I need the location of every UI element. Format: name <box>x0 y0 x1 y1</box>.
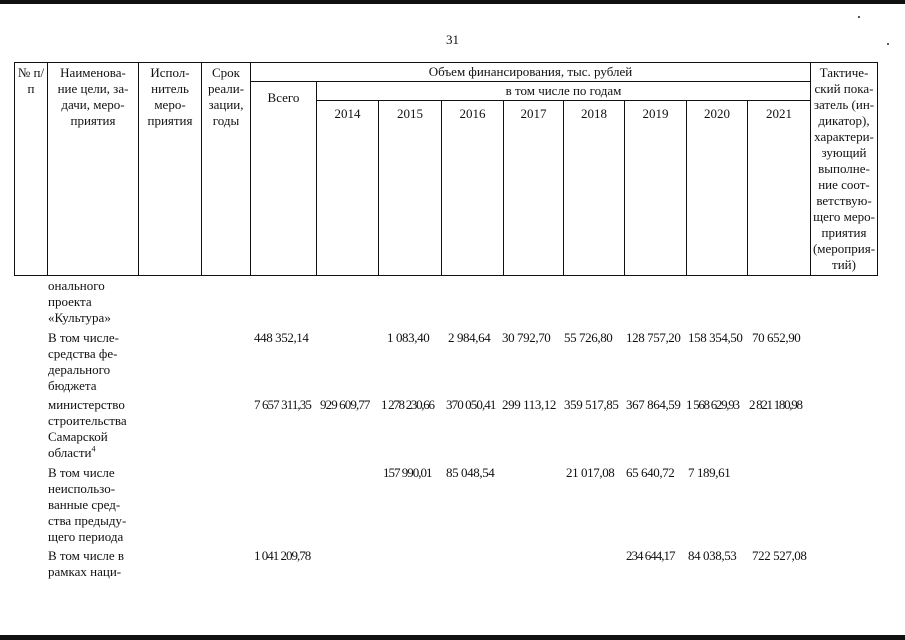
header-col-name: Наименова- ние цели, за- дачи, меро- приятия <box>57 65 129 128</box>
header-indicator: Тактиче- ский пока- затель (ин- дикатор), характери- зующий выполне- ние соот- ветствую- щего меро- приятия (мероприя- тий) <box>812 65 876 272</box>
header-col-executor: Испол- нитель меро- приятия <box>147 65 193 128</box>
scan-speck <box>858 16 860 18</box>
row-value: 299 113,12 <box>502 397 557 412</box>
scan-speck <box>887 43 889 45</box>
header-year: 2020 <box>704 106 730 121</box>
row-total: 7 657 311,35 <box>254 397 311 412</box>
row-total: 1 041 209,78 <box>254 548 311 563</box>
row-value: 55 726,80 <box>564 330 613 345</box>
header-year: 2019 <box>642 106 669 121</box>
row-value: 722 527,08 <box>752 548 807 563</box>
scan-border-top <box>0 0 905 4</box>
row-total: 448 352,14 <box>254 330 309 345</box>
header-col-number: № п/п <box>17 65 45 96</box>
row-value: 85 048,54 <box>446 465 495 480</box>
row-value: 2 821 180,98 <box>749 397 802 412</box>
row-value: 30 792,70 <box>502 330 551 345</box>
row-value: 84 038,53 <box>688 548 737 563</box>
row-value: 2 984,64 <box>448 330 491 345</box>
row-label: В том числе- средства фе- дерального бюджета <box>48 330 120 393</box>
header-year: 2016 <box>459 106 486 121</box>
row-label: онального проекта «Культура» <box>48 278 111 325</box>
footnote-mark: 4 <box>91 444 96 454</box>
row-value: 929 609,77 <box>320 397 370 412</box>
row-value: 1 568 629,93 <box>686 397 739 412</box>
header-year: 2014 <box>334 106 361 121</box>
header-total: Всего <box>267 90 300 105</box>
header-year: 2018 <box>581 106 607 121</box>
scan-border-bottom <box>0 635 905 640</box>
row-value: 370 050,41 <box>446 397 496 412</box>
row-value: 7 189,61 <box>688 465 731 480</box>
row-value: 21 017,08 <box>566 465 615 480</box>
row-value: 367 864,59 <box>626 397 681 412</box>
header-year: 2021 <box>766 106 792 121</box>
row-value: 65 640,72 <box>626 465 675 480</box>
header-year: 2017 <box>520 106 547 121</box>
header-year: 2015 <box>397 106 423 121</box>
row-value: 234 644,17 <box>626 548 675 563</box>
row-value: 158 354,50 <box>688 330 743 345</box>
row-label: министерство строительства Самарской области$^4$ <box>48 397 127 460</box>
page-number: 31 <box>446 32 459 47</box>
row-label: В том числе в рамках наци- <box>48 548 125 579</box>
table-body <box>0 276 905 616</box>
header-by-years: в том числе по годам <box>505 83 622 98</box>
header-col-term: Срок реали- зации, годы <box>207 65 245 128</box>
row-value: 359 517,85 <box>564 397 619 412</box>
row-value: 157 990,01 <box>383 465 432 480</box>
table-header <box>14 62 878 276</box>
header-financing: Объем финансирования, тыс. рублей <box>428 64 633 79</box>
row-value: 70 652,90 <box>752 330 801 345</box>
row-value: 1 278 230,66 <box>381 397 434 412</box>
row-label: В том числе неиспользо- ванные сред- ства предыду- щего периода <box>48 465 127 544</box>
row-value: 128 757,20 <box>626 330 681 345</box>
row-value: 1 083,40 <box>387 330 430 345</box>
